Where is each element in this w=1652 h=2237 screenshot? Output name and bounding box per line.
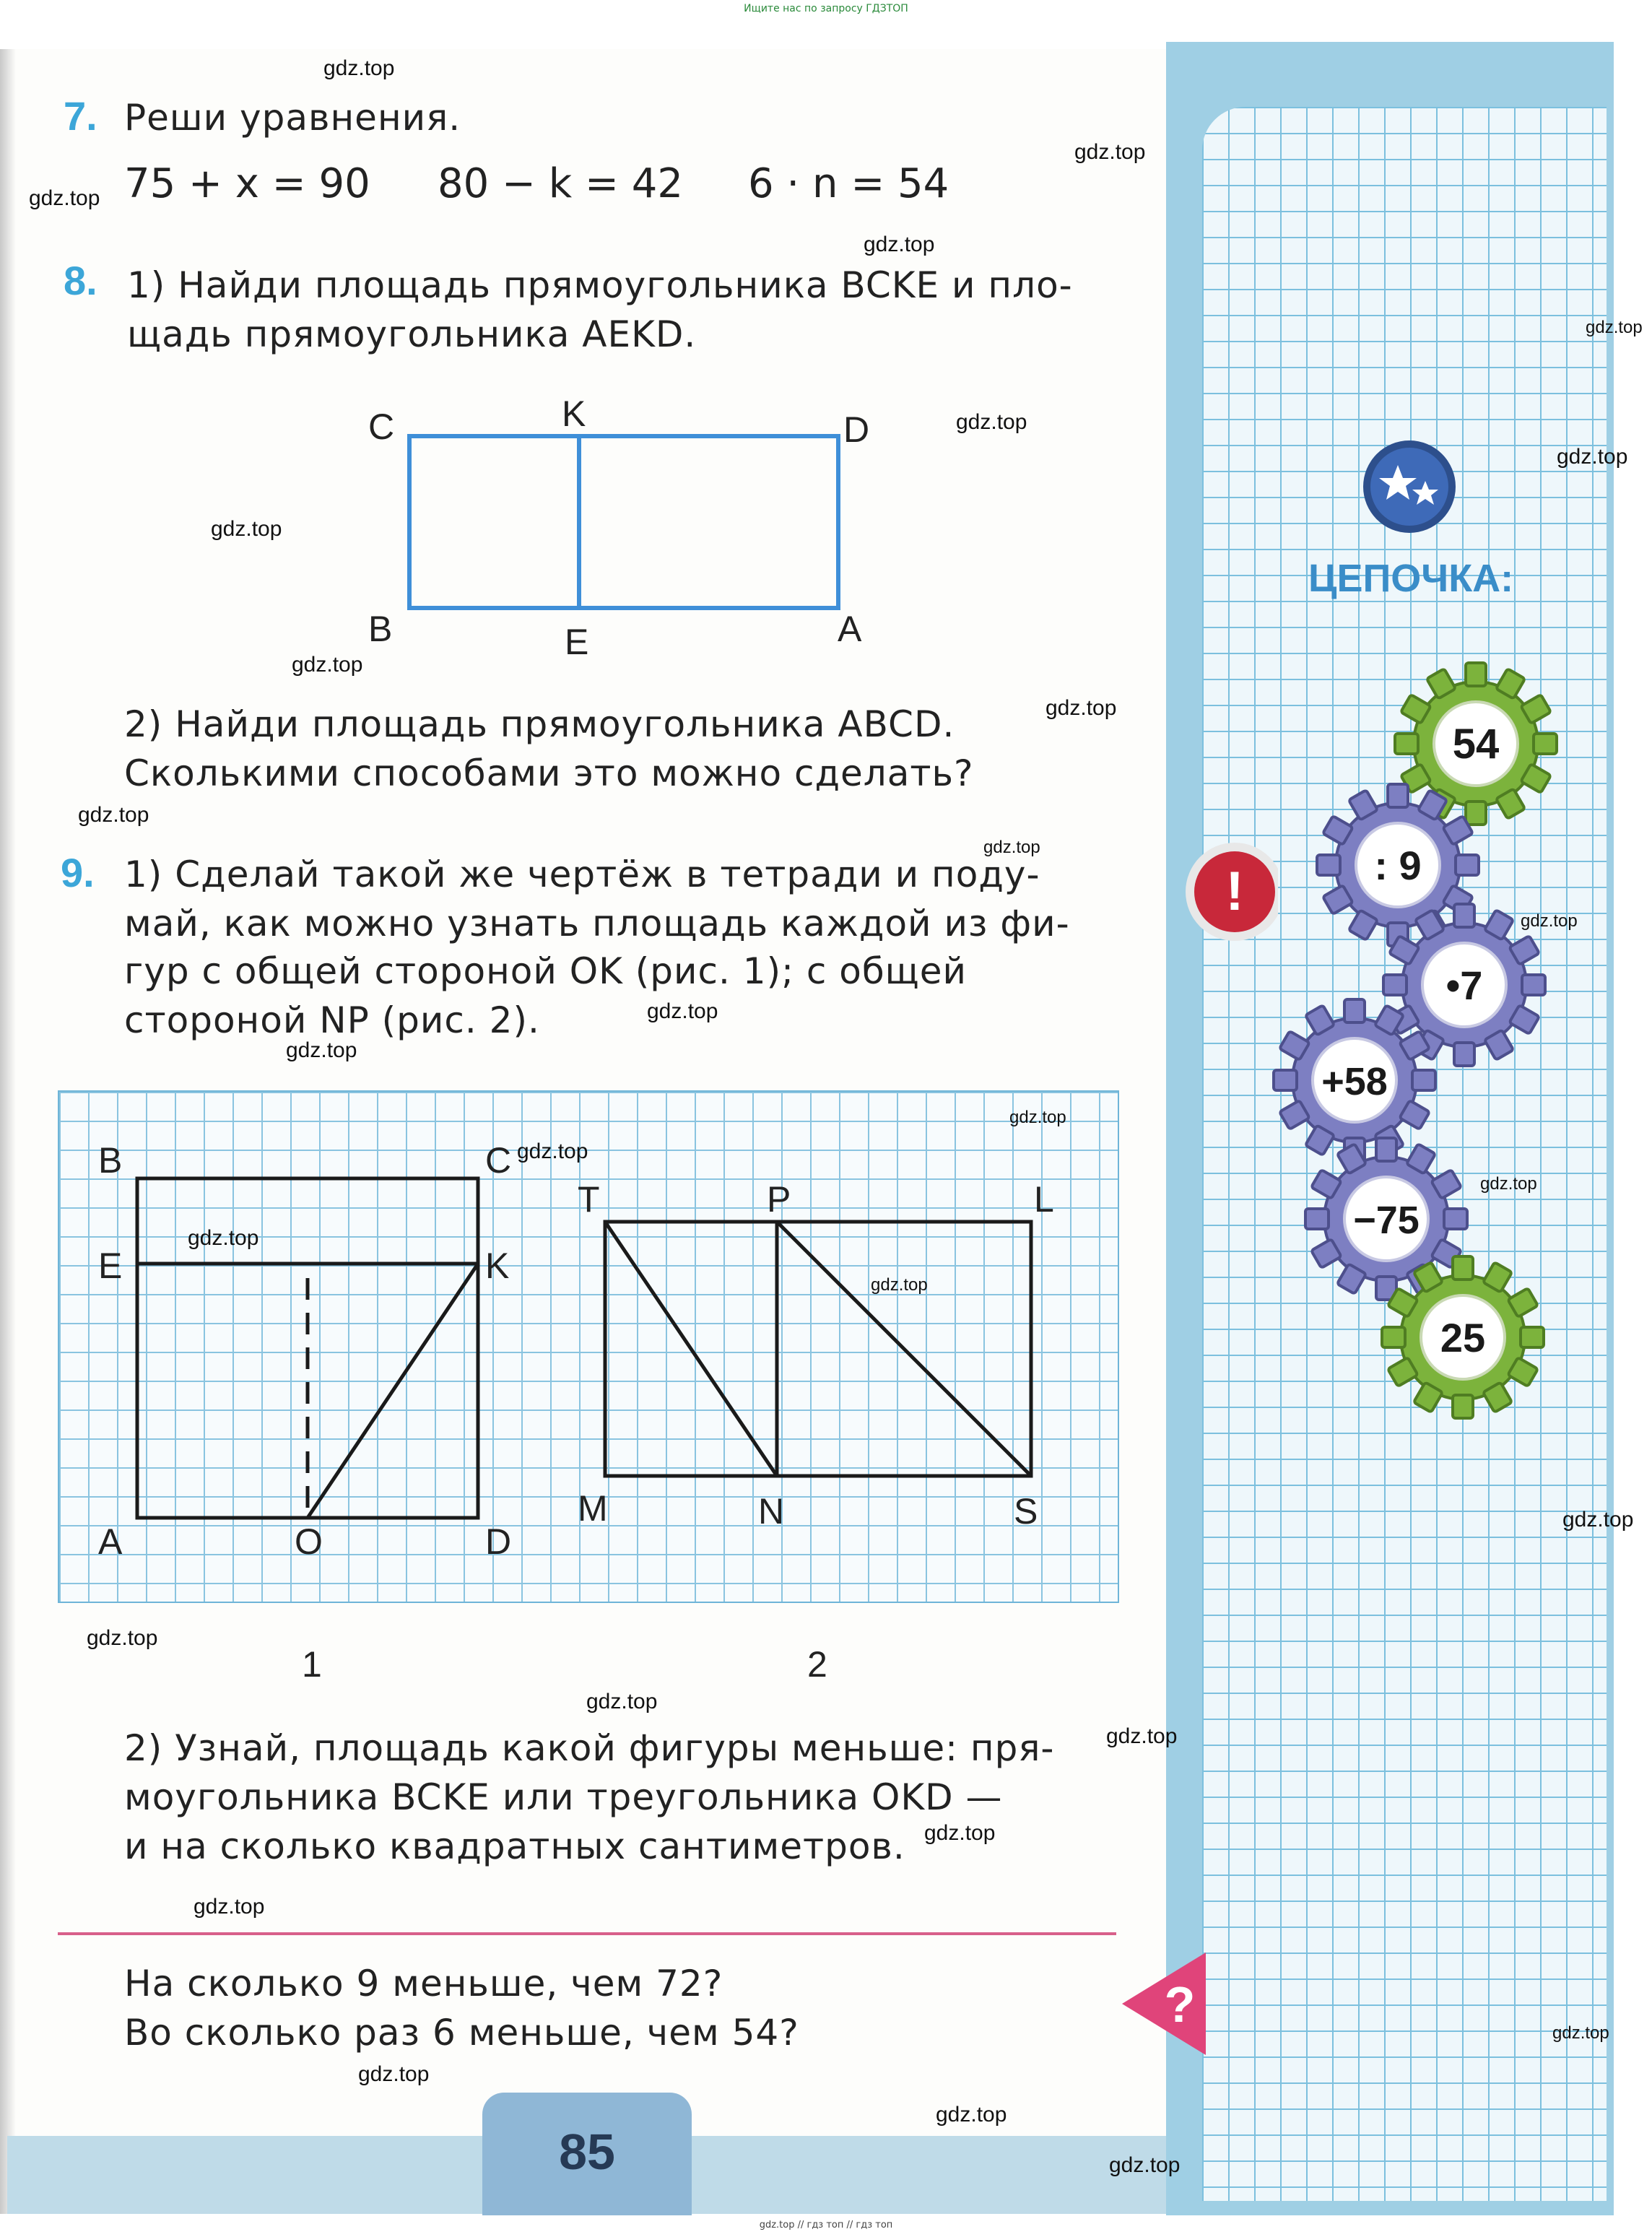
question-line-2: Во сколько раз 6 меньше, чем 54? [124,2012,799,2054]
fig1-label-e: E [98,1246,123,1286]
gear-subtract [1305,1138,1467,1300]
watermark: gdz.top [983,838,1040,857]
fig2-label-s: S [1014,1491,1038,1532]
fig1-label-b: B [98,1140,123,1181]
question-badge [1119,1950,1213,2058]
watermark: gdz.top [323,56,395,80]
top-link[interactable]: Ищите нас по запросу ГДЗТОП [744,3,908,14]
exclamation-badge [1170,838,1278,946]
stars-badge [1359,436,1460,537]
watermark: gdz.top [1106,1724,1178,1748]
watermark: gdz.top [1009,1108,1066,1127]
watermark: gdz.top [871,1275,928,1295]
svg-text:54: 54 [1452,721,1500,768]
exercise-9-q2-line-3: и на сколько квадратных сантиметров. [124,1825,905,1867]
watermark: gdz.top [211,517,282,541]
exercise-9-number: 9. [61,850,95,895]
fig1-label-k: K [485,1246,510,1286]
watermark: gdz.top [1109,2153,1181,2177]
svg-text:•7: •7 [1446,963,1483,1008]
svg-text:+58: +58 [1321,1060,1388,1103]
label-b: B [368,609,393,649]
exercise-9-q2-line-2: моугольника BCKE или треугольника OKD — [124,1776,1003,1818]
equation-2: 80 − k = 42 [438,160,683,207]
watermark: gdz.top [194,1895,265,1919]
svg-text:25: 25 [1440,1315,1486,1360]
label-e: E [565,622,589,662]
watermark: gdz.top [1557,445,1628,469]
figure-2-caption: 2 [807,1644,827,1685]
equation-1: 75 + x = 90 [124,160,370,207]
watermark: gdz.top [956,410,1027,434]
svg-text:: 9: : 9 [1374,843,1422,888]
segment-ok [308,1264,478,1518]
exercise-9-line-3: гур с общей стороной OK (рис. 1); с общей [124,950,968,992]
exercise-8-q2-line-2: Сколькими способами это можно сделать? [124,752,974,794]
svg-text:?: ? [1164,1976,1196,2033]
exercise-8-number: 8. [64,258,97,303]
watermark: gdz.top [924,1821,996,1845]
rectangle-abcd [409,436,838,608]
fig1-label-o: O [295,1521,323,1562]
fig1-label-a: A [98,1521,123,1562]
watermark: gdz.top [1521,911,1578,931]
gear-result [1382,1256,1544,1418]
label-a: A [838,609,862,649]
exercise-8-q2-line-1: 2) Найди площадь прямоугольника ABCD. [124,703,955,745]
fig2-label-p: P [767,1179,791,1220]
label-d: D [843,409,870,450]
rectangle-tlsm [605,1222,1031,1476]
fig1-label-d: D [485,1521,512,1562]
page-fold-shadow [0,49,16,2214]
watermark: gdz.top [1552,2023,1609,2043]
watermark: gdz.top [1480,1174,1537,1194]
fig2-label-l: L [1034,1179,1054,1220]
segment-ps [777,1222,1031,1476]
exercise-8-line-1: 1) Найди площадь прямоугольника BCKE и пло- [127,264,1073,306]
watermark: gdz.top [188,1226,259,1250]
footer-links[interactable]: gdz.top // гдз топ // гдз топ [759,2220,893,2231]
watermark: gdz.top [647,999,718,1023]
watermark: gdz.top [1045,696,1117,720]
svg-text:−75: −75 [1353,1199,1420,1242]
watermark: gdz.top [292,653,363,677]
page-number: 85 [559,2124,615,2180]
exercise-9-q2-line-1: 2) Узнай, площадь какой фигуры меньше: пря- [124,1727,1055,1769]
label-c: C [368,407,395,447]
fig2-label-t: T [578,1179,600,1220]
watermark: gdz.top [286,1038,357,1062]
exercise-8-line-2: щадь прямоугольника AEKD. [127,313,697,355]
rectangle-abcd-figure [361,390,881,679]
section-divider [58,1932,1116,1935]
gear-chain [1271,650,1574,1444]
watermark: gdz.top [936,2103,1007,2127]
exercise-9-line-4: стороной NP (рис. 2). [124,999,540,1041]
watermark: gdz.top [1074,140,1146,164]
svg-text:!: ! [1225,861,1244,922]
fig1-label-c: C [485,1140,512,1181]
figure-1-caption: 1 [302,1644,322,1685]
segment-tn [605,1222,777,1476]
exercise-9-line-2: май, как можно узнать площадь каждой из фи- [124,903,1070,944]
watermark: gdz.top [864,233,935,256]
watermark: gdz.top [78,803,149,827]
question-line-1: На сколько 9 меньше, чем 72? [124,1963,723,2004]
fig2-label-m: M [578,1488,608,1529]
label-k: K [562,394,586,434]
exercise-9-line-1: 1) Сделай такой же чертёж в тетради и поду- [124,853,1040,895]
watermark: gdz.top [517,1139,588,1163]
gear-start [1395,663,1557,825]
chain-title: ЦЕПОЧКА: [1308,557,1514,600]
watermark: gdz.top [1562,1508,1634,1532]
equation-3: 6 · n = 54 [748,160,949,207]
watermark: gdz.top [1586,318,1643,337]
watermark: gdz.top [358,2062,430,2086]
watermark: gdz.top [586,1690,658,1713]
exercise-7-title: Реши уравнения. [124,97,461,139]
watermark: gdz.top [29,186,100,210]
fig2-label-n: N [758,1491,785,1532]
exercise-7-number: 7. [64,93,97,139]
watermark: gdz.top [87,1626,158,1650]
